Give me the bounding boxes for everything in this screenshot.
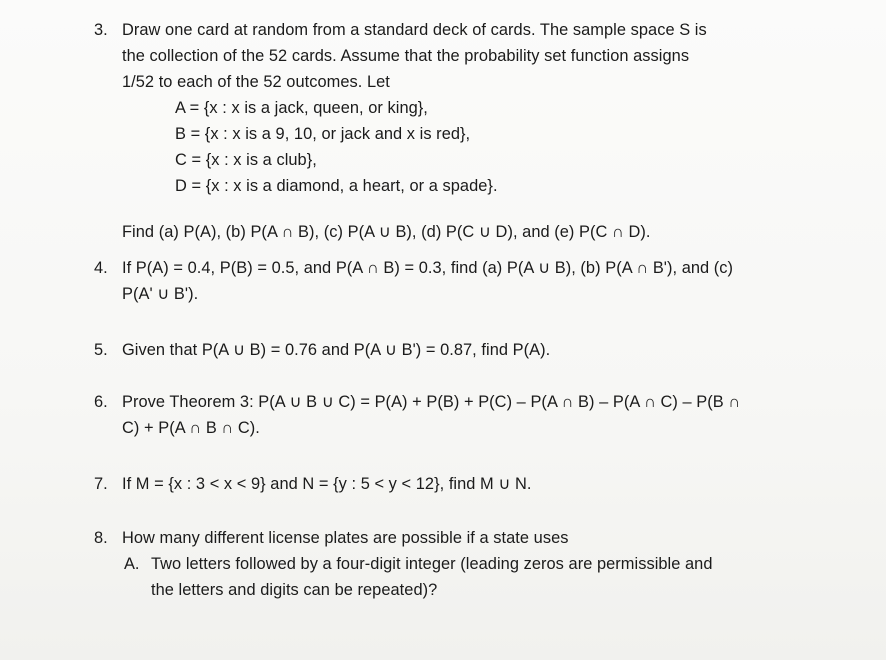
set-d-definition: D = {x : x is a diamond, a heart, or a spade}. (175, 177, 498, 195)
problem-7-number: 7. (94, 475, 108, 493)
problem-8-sub-a-label: A. (124, 555, 140, 573)
problem-6-number: 6. (94, 393, 108, 411)
problem-8-number: 8. (94, 529, 108, 547)
problem-6-line-1: Prove Theorem 3: P(A ∪ B ∪ C) = P(A) + P(B) + P(C) – P(A ∩ B) – P(A ∩ C) – P(B ∩ (122, 393, 741, 411)
problem-4-line-2: P(A' ∪ B'). (122, 285, 199, 303)
problem-8-sub-a-line-1: Two letters followed by a four-digit integer (leading zeros are permissible and (151, 555, 713, 573)
problem-3-find: Find (a) P(A), (b) P(A ∩ B), (c) P(A ∪ B), (d) P(C ∪ D), and (e) P(C ∩ D). (122, 223, 651, 241)
set-a-definition: A = {x : x is a jack, queen, or king}, (175, 99, 428, 117)
problem-8-sub-a-line-2: the letters and digits can be repeated)? (151, 581, 438, 599)
set-c-definition: C = {x : x is a club}, (175, 151, 317, 169)
problem-3-line-1: Draw one card at random from a standard deck of cards. The sample space S is (122, 21, 707, 39)
problem-4-number: 4. (94, 259, 108, 277)
problem-6-line-2: C) + P(A ∩ B ∩ C). (122, 419, 260, 437)
problem-3-line-3: 1/52 to each of the 52 outcomes. Let (122, 73, 390, 91)
problem-3-number: 3. (94, 21, 108, 39)
problem-8-line-1: How many different license plates are possible if a state uses (122, 529, 569, 547)
problem-4-line-1: If P(A) = 0.4, P(B) = 0.5, and P(A ∩ B) = 0.3, find (a) P(A ∪ B), (b) P(A ∩ B'), and (c) (122, 259, 734, 277)
set-b-definition: B = {x : x is a 9, 10, or jack and x is red}, (175, 125, 471, 143)
problem-3-line-2: the collection of the 52 cards. Assume that the probability set function assigns (122, 47, 690, 65)
problem-5-number: 5. (94, 341, 108, 359)
problem-5-line-1: Given that P(A ∪ B) = 0.76 and P(A ∪ B') = 0.87, find P(A). (122, 341, 551, 359)
problem-7-line-1: If M = {x : 3 < x < 9} and N = {y : 5 < y < 12}, find M ∪ N. (122, 475, 532, 493)
